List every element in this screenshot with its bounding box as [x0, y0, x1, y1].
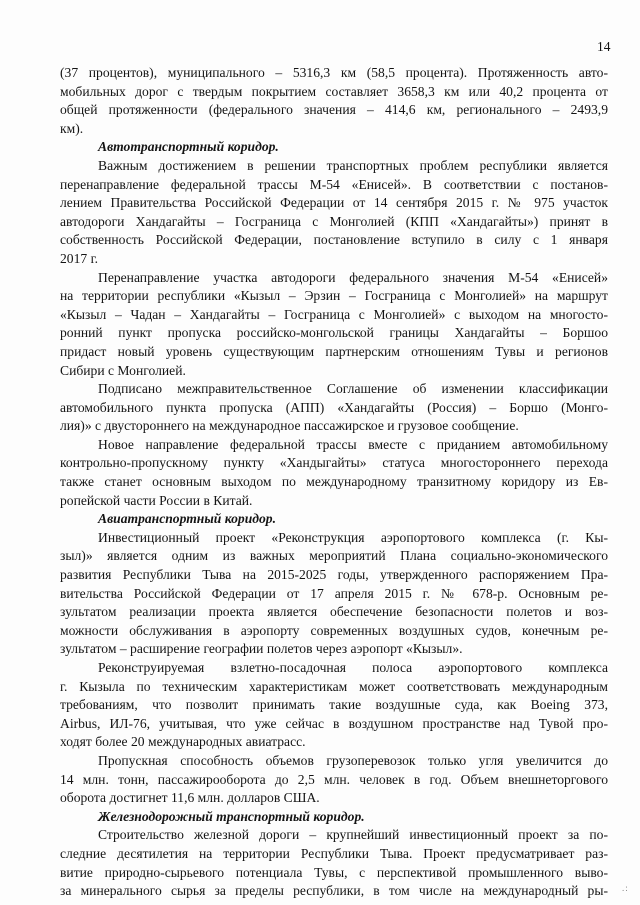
text-line: км).	[60, 120, 84, 136]
text-line: контрольно-пропускному пункту «Хандыгайты» статуса многостороннего перехода	[60, 455, 608, 471]
text-line: автомобильного пункта пропуска (АПП) «Хандагайты (Россия) – Боршо (Монго-	[60, 399, 608, 415]
text-line: ропейской части России в Китай.	[60, 492, 253, 508]
text-line: перенаправление федеральной трассы М-54 «Енисей». В соответствии с постанов-	[60, 176, 608, 192]
text-line: лия)» с двустороннего на международное пассажирское и грузовое сообщение.	[60, 418, 519, 434]
text-line: Перенаправление участка автодороги федерального значения М-54 «Енисей»	[98, 269, 608, 285]
text-line: ходят более 20 международных авиатрасс.	[60, 734, 306, 750]
document-body	[60, 64, 608, 901]
text-line: Подписано межправительственное Соглашение об изменении классификации	[98, 381, 608, 397]
text-line: мобильных дорог с твердым покрытием составляет 3658,3 км или 40,2 процента от	[60, 83, 608, 99]
text-line: следние десятилетия на территории Республики Тыва. Проект предусматривает раз-	[60, 845, 608, 861]
text-line: Airbus, ИЛ-76, учитывая, что уже сейчас в воздушном пространстве над Тувой про-	[60, 715, 608, 731]
text-line: можности обслуживания в аэропорту современных воздушных судов, конечным ре-	[60, 622, 608, 638]
text-line: зультатом – расширение географии полетов через аэропорт «Кызыл».	[60, 641, 463, 657]
text-line: витие природно-сырьевого потенциала Тувы, с перспективой промышленного выво-	[60, 864, 608, 880]
text-line: (37 процентов), муниципального – 5316,3 км (58,5 процента). Протяженность авто-	[60, 65, 608, 80]
text-line: Новое направление федеральной трассы вместе с приданием автомобильному	[98, 436, 608, 452]
text-line: зультатом реализации проекта является обеспечение безопасности полетов и воз-	[60, 604, 608, 620]
text-line: г. Кызыла по техническим характеристикам может соответствовать международным	[60, 678, 608, 694]
text-line: собственность Российской Федерации, постановление вступило в силу с 1 января	[60, 232, 608, 248]
text-line: 14 млн. тонн, пассажирооборота до 2,5 млн. человек в год. Объем внешнеторгового	[60, 771, 608, 787]
text-line: общей протяженности (федерального значения – 414,6 км, регионального – 2493,9	[60, 102, 608, 118]
text-line: Реконструируемая взлетно-посадочная полоса аэропортового комплекса	[98, 660, 608, 675]
text-line: вительства Российской Федерации от 17 апреля 2015 г. № 678-р. Основным ре-	[60, 585, 608, 601]
text-line: Пропускная способность объемов грузоперевозок только угля увеличится до	[98, 752, 608, 768]
section-heading: Авиатранспортный коридор.	[98, 511, 276, 527]
text-line: развития Республики Тыва на 2015-2025 годы, утвержденного распоряжением Пра-	[60, 567, 608, 583]
text-line: оборота достигнет 11,6 млн. долларов США.	[60, 790, 320, 806]
page-number: 14	[597, 39, 611, 54]
text-line: 2017 г.	[60, 250, 99, 266]
text-line: Важным достижением в решении транспортных проблем республики является	[98, 157, 608, 173]
text-line: лением Правительства Российской Федерации от 14 сентября 2015 г. № 975 участок	[60, 195, 608, 211]
text-line: зыл)» является одним из важных мероприятий Плана социально-экономического	[60, 548, 608, 564]
text-line: Сибири с Монголией.	[60, 362, 186, 378]
text-line: Инвестиционный проект «Реконструкция аэропортового комплекса (г. Кы-	[98, 529, 608, 545]
section-heading: Автотранспортный коридор.	[98, 139, 279, 155]
text-line: требованиям, что позволит принимать такие воздушные суда, как Boeing 373,	[60, 697, 608, 713]
text-line: ронний пункт пропуска российско-монгольской границы Хандагайты – Боршоо	[60, 325, 608, 341]
text-line: за минерального сырья за пределы республики, в том числе на международный ры-	[60, 883, 608, 899]
text-line: Строительство железной дороги – крупнейший инвестиционный проект за по-	[98, 827, 608, 843]
text-line: на территории республики «Кызыл – Эрзин – Госграница с Монголией» на маршрут	[60, 288, 608, 304]
text-line: также станет основным выходом по международному транзитному коридору из Ев-	[60, 474, 608, 490]
section-heading: Железнодорожный транспортный коридор.	[98, 808, 365, 824]
text-line: «Кызыл – Чадан – Хандагайты – Госграница с Монголией» с выходом на многосто-	[60, 306, 608, 322]
text-line: автодороги Хандагайты – Госграница с Монголией (КПП «Хандагайты») принят в	[60, 213, 608, 229]
scan-mark: .:	[622, 883, 629, 893]
text-line: придаст новый уровень существующим партнерским отношениям Тувы и регионов	[60, 343, 608, 359]
